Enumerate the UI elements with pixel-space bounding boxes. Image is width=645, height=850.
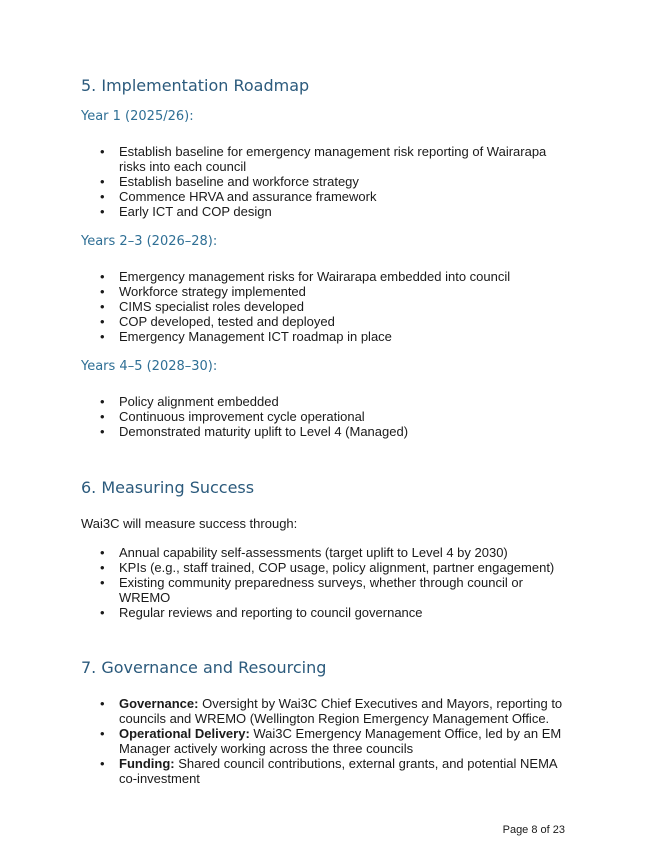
section-heading-governance: 7. Governance and Resourcing: [81, 658, 327, 677]
success-intro: Wai3C will measure success through:: [81, 516, 298, 531]
list-item: [100, 696, 570, 726]
governance-list: [100, 696, 570, 786]
list-item: • Workforce strategy implemented: [100, 284, 570, 299]
list-item: • Demonstrated maturity uplift to Level 4 (Managed): [100, 424, 570, 439]
item-text: Shared council contributions, external grants, and potential NEMA co-investment: [119, 756, 557, 786]
list-item: • Early ICT and COP design: [100, 204, 570, 219]
list-item: • Regular reviews and reporting to council governance: [100, 605, 570, 620]
subheading-years-4-5: Years 4–5 (2028–30):: [81, 359, 218, 374]
section-heading-success: 6. Measuring Success: [81, 478, 255, 497]
success-list: [100, 545, 570, 620]
list-item: • Emergency Management ICT roadmap in place: [100, 329, 570, 344]
list-item: [100, 756, 570, 786]
item-label: Governance:: [119, 696, 199, 711]
list-item: • CIMS specialist roles developed: [100, 299, 570, 314]
list-item: • COP developed, tested and deployed: [100, 314, 570, 329]
list-item: • Establish baseline and workforce strategy: [100, 174, 570, 189]
page-number: Page 8 of 23: [502, 824, 565, 836]
list-item: • Establish baseline for emergency management risk reporting of Wairarapa risks into each council: [100, 144, 570, 174]
list-item: • Emergency management risks for Wairarapa embedded into council: [100, 269, 570, 284]
list-item: • Commence HRVA and assurance framework: [100, 189, 570, 204]
list-item: [100, 726, 570, 756]
item-text: Oversight by Wai3C Chief Executives and Mayors, reporting to councils and WREMO (Wellington Region Emergency Management Office.: [119, 696, 563, 726]
list-item: • KPIs (e.g., staff trained, COP usage, policy alignment, partner engagement): [100, 560, 570, 575]
list-item: • Annual capability self-assessments (target uplift to Level 4 by 2030): [100, 545, 570, 560]
year1-list: [100, 144, 570, 219]
item-label: Funding:: [119, 756, 175, 771]
subheading-year1: Year 1 (2025/26):: [81, 109, 194, 124]
section-heading-roadmap: 5. Implementation Roadmap: [81, 76, 310, 95]
subheading-years-2-3: Years 2–3 (2026–28):: [81, 234, 218, 249]
list-item: • Existing community preparedness surveys, whether through council or WREMO: [100, 575, 570, 605]
list-item: • Continuous improvement cycle operational: [100, 409, 570, 424]
list-item: • Policy alignment embedded: [100, 394, 570, 409]
item-text: Wai3C Emergency Management Office, led by an EM Manager actively working across the three councils: [119, 726, 562, 756]
item-label: Operational Delivery:: [119, 726, 250, 741]
years-2-3-list: [100, 269, 570, 344]
years-4-5-list: [100, 394, 570, 439]
